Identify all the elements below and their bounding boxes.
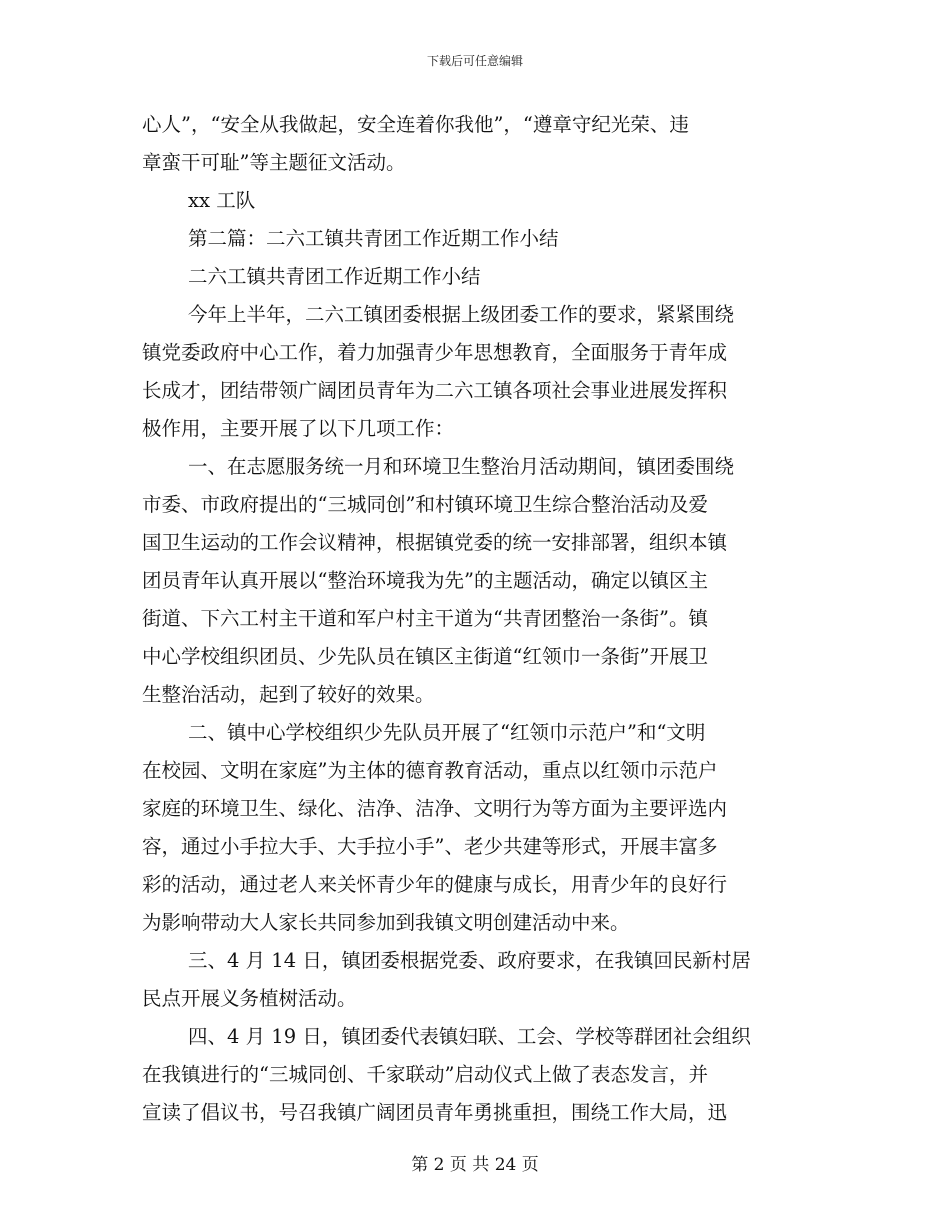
- text-line: 中心学校组织团员、少先队员在镇区主街道“红领巾一条街”开展卫: [142, 645, 708, 668]
- text-line: 宣读了倡议书，号召我镇广阔团员青年勇挑重担，围绕工作大局，迅: [142, 1101, 728, 1124]
- text-line: 容，通过小手拉大手、大手拉小手”、老少共建等形式，开展丰富多: [142, 835, 718, 858]
- text-line: 彩的活动，通过老人来关怀青少年的健康与成长，用青少年的良好行: [142, 873, 728, 896]
- text-line: 镇党委政府中心工作，着力加强青少年思想教育，全面服务于青年成: [142, 341, 728, 364]
- page-footer: 第 2 页 共 24 页: [411, 1155, 539, 1175]
- text-line: 民点开展义务植树活动。: [142, 987, 357, 1010]
- text-line: 章蛮干可耻”等主题征文活动。: [142, 151, 406, 174]
- text-line: xx 工队: [188, 189, 256, 212]
- text-line: 三、4 月 14 日，镇团委根据党委、政府要求，在我镇回民新村居: [188, 949, 751, 972]
- text-line: 在我镇进行的“三城同创、千家联动”启动仪式上做了表态发言，并: [142, 1063, 708, 1086]
- text-line: 今年上半年，二六工镇团委根据上级团委工作的要求，紧紧围绕: [188, 303, 735, 326]
- text-line: 二六工镇共青团工作近期工作小结: [188, 265, 481, 288]
- text-line: 长成才，团结带领广阔团员青年为二六工镇各项社会事业进展发挥积: [142, 379, 728, 402]
- text-line: 四、4 月 19 日，镇团委代表镇妇联、工会、学校等群团社会组织: [188, 1025, 751, 1048]
- document-body: [142, 106, 806, 1132]
- page-header: 下载后可任意编辑: [426, 54, 523, 68]
- text-line: 市委、市政府提出的“三城同创”和村镇环境卫生综合整治活动及爱: [142, 493, 708, 516]
- text-line: 在校园、文明在家庭”为主体的德育教育活动，重点以红领巾示范户: [142, 759, 718, 782]
- text-line: 家庭的环境卫生、绿化、洁净、洁净、文明行为等方面为主要评选内: [142, 797, 728, 820]
- text-line: 极作用，主要开展了以下几项工作：: [142, 417, 455, 440]
- text-line: 生整治活动，起到了较好的效果。: [142, 683, 435, 706]
- text-line: 团员青年认真开展以“整治环境我为先”的主题活动，确定以镇区主: [142, 569, 708, 592]
- text-line: 国卫生运动的工作会议精神，根据镇党委的统一安排部署，组织本镇: [142, 531, 728, 554]
- text-line: 一、在志愿服务统一月和环境卫生整治月活动期间，镇团委围绕: [188, 455, 735, 478]
- text-line: 为影响带动大人家长共同参加到我镇文明创建活动中来。: [142, 911, 630, 934]
- text-line: 二、镇中心学校组织少先队员开展了“红领巾示范户”和“文明: [188, 721, 706, 744]
- text-line: 街道、下六工村主干道和军户村主干道为“共青团整治一条街”。镇: [142, 607, 708, 630]
- text-line: 第二篇：二六工镇共青团工作近期工作小结: [188, 227, 559, 250]
- text-line: 心人”，“安全从我做起，安全连着你我他”，“遵章守纪光荣、违: [142, 113, 689, 136]
